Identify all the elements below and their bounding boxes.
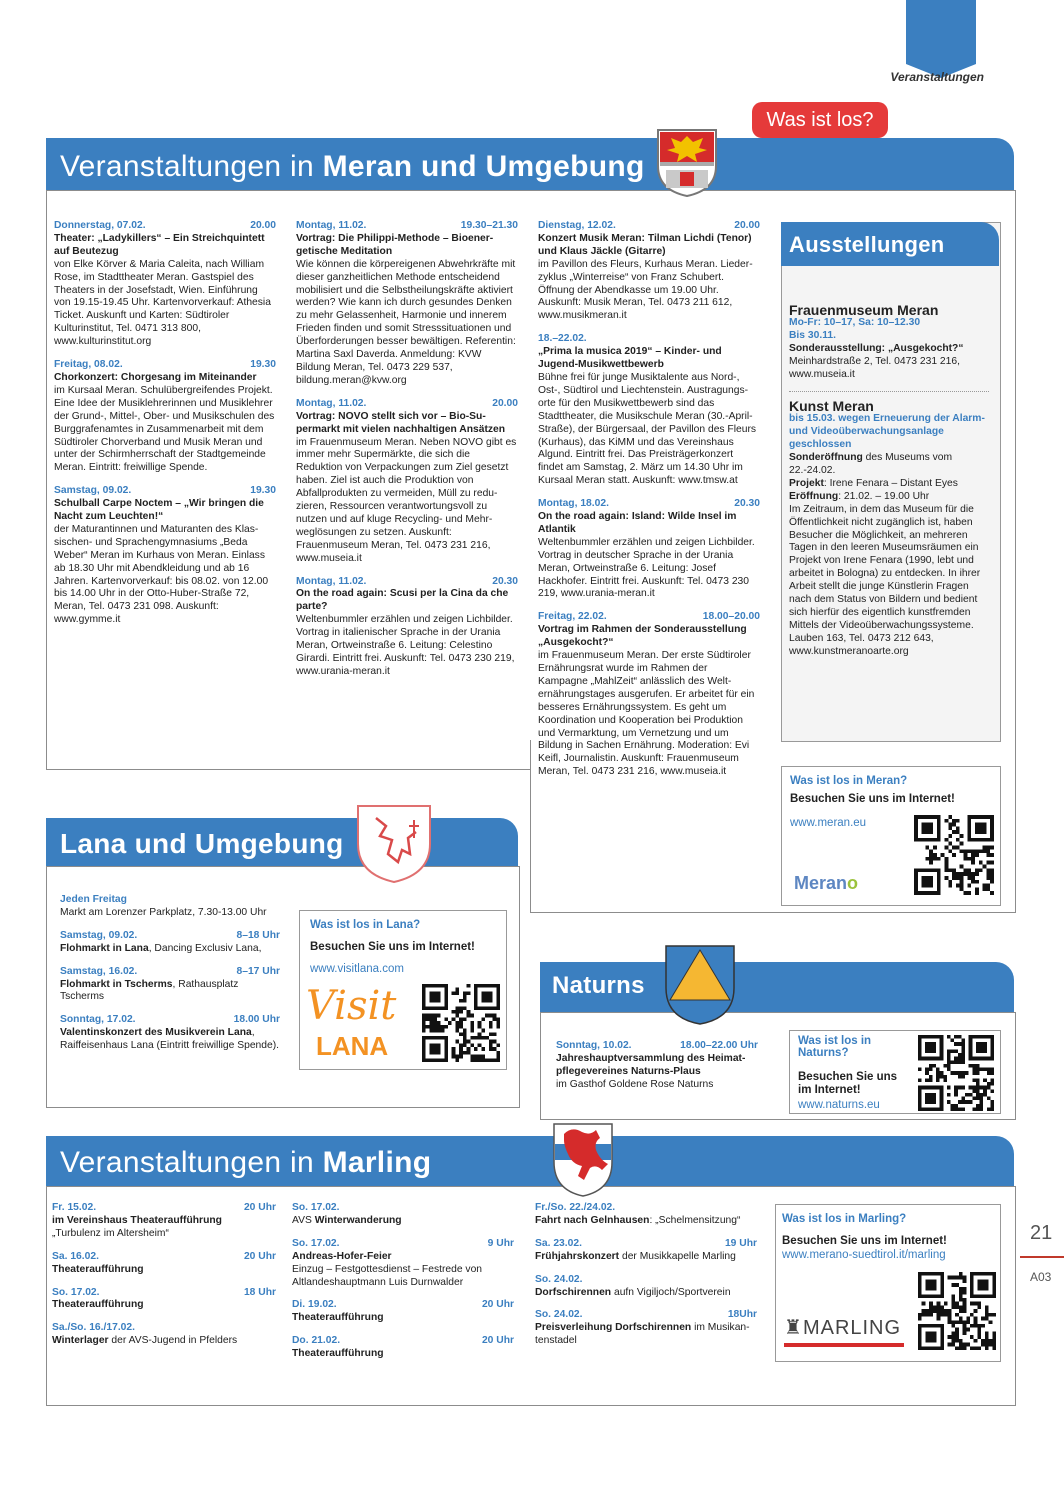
event-time: 20 Uhr bbox=[243, 1250, 276, 1262]
event-item bbox=[292, 1202, 514, 1228]
event-head: Konzert Musik Meran: Tilman Lichdi (Tenor) und Klaus Jäckle (Gitarre) bbox=[538, 232, 752, 257]
event-head: Flohmarkt in Lana bbox=[60, 942, 149, 954]
event-time: 20 Uhr bbox=[243, 1202, 276, 1213]
event-date: Dienstag, 12.02. bbox=[538, 220, 616, 231]
event-item bbox=[535, 1274, 757, 1300]
museum-1-hours: Mo-Fr: 10–17, Sa: 10–12.30 bbox=[789, 316, 921, 328]
event-body: von Elke Körver & Maria Caleita, nach William Rose, im Stadttheater Meran. Gastspiel des Theaters in der Josefstadt, Wien. Einführung von 19.15-19.45 Uhr. Kartenvorverkauf: Athesia Ticket. Auskunft und Karten: Südtiroler Kulturinstitut, Tel. 0471 313 800, www.kulturinstitut.org bbox=[54, 258, 271, 348]
event-date: Sa. 23.02. bbox=[535, 1237, 582, 1249]
event-item bbox=[52, 1251, 276, 1277]
meran-web-question: Was ist los in Meran? bbox=[790, 775, 908, 787]
event-head: On the road again: Scusi per la Cina da che parte? bbox=[296, 588, 509, 613]
event-date: Sonntag, 17.02. bbox=[60, 1014, 136, 1026]
merano-logo: Merano bbox=[794, 873, 859, 893]
event-date: Montag, 18.02. bbox=[538, 498, 609, 510]
event-item bbox=[292, 1238, 514, 1290]
naturns-web-url[interactable]: www.naturns.eu bbox=[798, 1099, 880, 1111]
event-body: Einzug – Festgottesdienst – Festrede von Altlandeshauptmann Luis Durnwalder bbox=[292, 1263, 483, 1288]
visit-lana-logo: Visit bbox=[306, 983, 397, 1029]
event-head: Valentinskonzert des Musikverein Lana bbox=[60, 1027, 252, 1039]
event-head: Winterlager bbox=[52, 1335, 109, 1347]
event-item bbox=[296, 220, 518, 388]
meran-column-2 bbox=[296, 220, 518, 689]
naturns-coat-of-arms bbox=[664, 944, 736, 1026]
event-body: im Frauenmuseum Meran. Neben NOVO gibt es immer mehr Supermärkte, die sich die Reduktion von Verpackungen zum Ziel gesetzt haben. Ziel ist auch die Produktion von Abfallprodukten zu vermeiden, Müll zu reduzieren, Ressourcen verantwortungsvoll zu nutzen und auf kluge Recycling- und Mehrweglösungen zu setzen. Auskunft: Frauenmuseum Meran, Tel. 0473 231 216, www.museia.it bbox=[296, 436, 517, 564]
lana-events bbox=[60, 894, 280, 1063]
event-date: Montag, 11.02. bbox=[296, 575, 367, 587]
event-head: im Vereinshaus Theateraufführung bbox=[52, 1214, 222, 1226]
lana-web-url[interactable]: www.visitlana.com bbox=[310, 963, 404, 975]
section-label: Veranstaltungen bbox=[890, 70, 984, 84]
museum-2-name: Kunst Meran bbox=[789, 398, 874, 415]
event-head: „Prima la musica 2019“ – Kinder- und Jugend-Musikwettbewerb bbox=[538, 346, 722, 371]
event-head: Theateraufführung bbox=[292, 1348, 384, 1360]
ausstellungen-content: Frauenmuseum Meran Mo-Fr: 10–17, Sa: 10–12.30 Bis 30.11. Sonderausstellung: „Ausgekocht?“ Meinhardstraße 2, Tel. 0473 231 216, www.museia.it Kunst Meran bis 15.03. wegen Erneuerung der Alarm- und Videoüberwachungsanlage geschlossen Sonderöffnung des Museums vom 22.-24.02. Projekt: Irene Fenara – Distant Eyes Eröffnung: 21.02. – 19.00 Uhr Im Zeitraum, in dem das Museum für die Öffentlichkeit nicht zugänglich ist, haben Besucher die Möglichkeit, an mehreren Tagen in den leeren Museumsräumen ein Projekt von Irene Fenara (1990, lebt und arbeitet in Bologna) zu entdecken. In ihrer Arbeit stellt die junge Künstlerin Fragen nach dem Status von Bildern und bedient sich hierfür des eigentlich kunstfremden Mittels der Videoüberwachungssysteme. Lauben 163, Tel. 0473 212 643, www.kunstmeranoarte.org bbox=[789, 304, 989, 659]
event-time: 18.00 Uhr bbox=[233, 1014, 280, 1026]
event-body: „Turbulenz im Altersheim“ bbox=[52, 1227, 169, 1239]
event-head: On the road again: Island: Wilde Insel im Atlantik bbox=[538, 511, 737, 535]
event-date: Samstag, 16.02. bbox=[60, 965, 138, 977]
page-code: A03 bbox=[1030, 1270, 1052, 1284]
lana-coat-of-arms bbox=[356, 804, 432, 884]
event-item bbox=[535, 1238, 757, 1264]
lana-web-box bbox=[299, 910, 507, 1070]
divider bbox=[789, 391, 989, 392]
museum-2-note: bis 15.03. wegen Erneuerung der Alarm- und Videoüberwachungsanlage geschlossen bbox=[789, 413, 985, 451]
event-body: Bühne frei für junge Musiktalente aus Nord-, Ost-, Südtirol und Liechtenstein. Austragungsorte für den Musikwettbewerb sind das Stadttheater, die Musikschule Meran (30.-April-Straße), der Bürgersaal, der Pavillon des Fleurs (Kurhaus), das KiMM und das Vereinshaus Algund. Eintritt frei. Das Preisträgerkonzert findet am Samstag, 2. März um 14.30 Uhr im Kursaal Meran statt. Auskunft: www.tmsw.at bbox=[538, 371, 757, 487]
event-body: AVS bbox=[292, 1214, 315, 1226]
museum-1-head: Sonderausstellung: „Ausgekocht?“ bbox=[789, 342, 964, 354]
event-item bbox=[292, 1299, 514, 1325]
event-head: Vortrag im Rahmen der Sonderausstellung „Ausgekocht?“ bbox=[538, 624, 747, 649]
event-time: 19.30 bbox=[250, 359, 276, 371]
event-item bbox=[296, 576, 518, 679]
event-item bbox=[538, 498, 760, 601]
event-item bbox=[54, 220, 276, 349]
event-date: Donnerstag, 07.02. bbox=[54, 220, 146, 231]
marling-column-3 bbox=[535, 1202, 757, 1358]
event-item bbox=[60, 894, 280, 920]
naturns-title: Naturns bbox=[552, 972, 645, 999]
event-time: 9 Uhr bbox=[487, 1237, 514, 1249]
event-item bbox=[54, 359, 276, 475]
event-time: 18Uhr bbox=[727, 1309, 757, 1321]
event-item bbox=[52, 1202, 276, 1241]
church-icon: ♜ bbox=[784, 1317, 803, 1339]
event-date: So. 17.02. bbox=[52, 1286, 100, 1298]
event-head: Preisverleihung Dorfschirennen bbox=[535, 1322, 692, 1334]
was-ist-los-bubble: Was ist los? bbox=[752, 102, 888, 138]
event-item bbox=[535, 1309, 757, 1348]
event-head: Vortrag: NOVO stellt sich vor – Bio-Supermarkt mit vielen nachhaltigen Ansätzen bbox=[296, 410, 506, 435]
event-time: 20.00 bbox=[492, 397, 518, 409]
event-body: Wie können die körpereigenen Abwehrkräfte mit dieser ganzheitlichen Methode entscheidend mobilisiert und die Selbstheilungskräfte aktiviert werden? Wie kann ich durch gesundes Denken zu mehr Gelassenheit, Harmonie und innerem Frieden finden und somit Stresssituationen und Überforderungen besser bewältigen. Referentin: Martina Saxl Daverda. Anmeldung: KVW Bildung Meran, Tel. 0473 229 537, bildung.meran@kvw.org bbox=[296, 258, 516, 386]
marling-title: Veranstaltungen in Marling bbox=[60, 1146, 432, 1179]
marling-logo: ♜MARLING bbox=[784, 1317, 902, 1339]
event-item bbox=[535, 1202, 757, 1228]
event-date: Fr./So. 22./24.02. bbox=[535, 1202, 616, 1213]
event-date: Freitag, 08.02. bbox=[54, 359, 123, 371]
event-body: der Musikkapelle Marling bbox=[619, 1250, 736, 1262]
event-item bbox=[52, 1322, 276, 1348]
naturns-web-visit: Besuchen Sie uns im Internet! bbox=[798, 1071, 898, 1096]
meran-qr-code[interactable] bbox=[914, 815, 994, 895]
naturns-head: Jahreshauptversammlung des Heimatpflegevereines Naturns-Plaus bbox=[556, 1052, 746, 1077]
event-head: Fahrt nach Gelnhausen bbox=[535, 1214, 650, 1226]
event-date: So. 24.02. bbox=[535, 1273, 583, 1285]
event-time: 8–18 Uhr bbox=[236, 929, 280, 941]
event-date: So. 17.02. bbox=[292, 1202, 340, 1213]
event-item bbox=[52, 1287, 276, 1313]
lana-banner bbox=[46, 818, 518, 866]
naturns-web-question: Was ist los in Naturns? bbox=[798, 1035, 872, 1059]
section-tab bbox=[906, 0, 976, 64]
event-item bbox=[54, 485, 276, 627]
event-time: 8–17 Uhr bbox=[236, 965, 280, 977]
event-item bbox=[60, 930, 280, 956]
event-date: So. 24.02. bbox=[535, 1309, 583, 1321]
naturns-event bbox=[556, 1040, 758, 1092]
event-body: , Raiffeisenhaus Lana (Eintritt freiwillige Spende). bbox=[60, 1027, 280, 1052]
event-time: 20 Uhr bbox=[481, 1335, 514, 1347]
event-body: Weltenbummler erzählen und zeigen Lichbilder. Vortrag in italienischer Sprache in der Urania Meran, Ortweinstraße 6. Leitung: Celestino Girardi. Eintritt frei. Auskunft: Tel. 0473 230 219, www.urania-meran.it bbox=[296, 614, 515, 677]
marling-web-visit: Besuchen Sie uns im Internet! bbox=[782, 1235, 947, 1247]
event-date: 18.–22.02. bbox=[538, 333, 587, 345]
meran-banner bbox=[46, 138, 1014, 190]
event-date: Freitag, 22.02. bbox=[538, 611, 607, 623]
event-body: Markt am Lorenzer Parkplatz, 7.30-13.00 Uhr bbox=[60, 906, 267, 918]
event-time: 19.30–21.30 bbox=[460, 220, 518, 231]
event-item bbox=[292, 1335, 514, 1361]
event-body: im Kursaal Meran. Schulübergreifendes Projekt. Eine Idee der Musiklehrerinnen und Musiklehrer der Grund-, Mittel-, Ober- und Musikschulen des Burggrafenamtes in Zusammenarbeit mit dem Südtiroler Chorverband und Musik Meran und unter der Schirmherrschaft der Stadtgemeinde Meran. Eintritt: freiwillige Spende. bbox=[54, 384, 275, 474]
event-date: Samstag, 09.02. bbox=[54, 485, 132, 497]
marling-web-box bbox=[775, 1204, 1001, 1362]
marling-column-2 bbox=[292, 1202, 514, 1371]
event-body: der AVS-Jugend in Pfelders bbox=[108, 1335, 238, 1347]
event-head: Andreas-Hofer-Feier bbox=[292, 1250, 392, 1262]
meran-coat-of-arms bbox=[656, 128, 718, 198]
event-body: aufn Vigiljoch/Sportverein bbox=[611, 1286, 731, 1298]
event-date: Do. 21.02. bbox=[292, 1335, 341, 1347]
event-item bbox=[538, 220, 760, 323]
event-time: 19.30 bbox=[250, 485, 276, 497]
naturns-web-box bbox=[789, 1030, 1001, 1114]
museum-1-name: Frauenmuseum Meran bbox=[789, 302, 939, 318]
event-date: Sa./So. 16./17.02. bbox=[52, 1322, 135, 1334]
ausstellungen-banner bbox=[781, 222, 999, 266]
event-date: Fr. 15.02. bbox=[52, 1202, 97, 1213]
event-time: 20 Uhr bbox=[481, 1299, 514, 1311]
naturns-body: im Gasthof Goldene Rose Naturns bbox=[556, 1078, 714, 1090]
event-head: Frühjahrskonzert bbox=[535, 1250, 620, 1262]
event-date: Di. 19.02. bbox=[292, 1299, 337, 1311]
meran-column-1 bbox=[54, 220, 276, 637]
event-head: Chorkonzert: Chorgesang im Miteinander bbox=[54, 371, 257, 383]
event-head: Theateraufführung bbox=[292, 1312, 384, 1324]
event-date: Jeden Freitag bbox=[60, 894, 127, 905]
page-number: 21 bbox=[1030, 1222, 1053, 1244]
event-time: 19 Uhr bbox=[724, 1237, 757, 1249]
event-body: Weltenbummler erzählen und zeigen Lichbilder. Vortrag in deutscher Sprache in der Urania Meran, Ortweinstraße 6. Leitung: Josef Hackhofer. Eintritt frei. Auskunft: Tel. 0473 230 219, www.urania-meran.it bbox=[538, 536, 755, 600]
event-item bbox=[60, 1014, 280, 1053]
event-item bbox=[60, 966, 280, 1005]
lana-web-question: Was ist los in Lana? bbox=[310, 919, 421, 931]
naturns-date: Sonntag, 10.02. bbox=[556, 1040, 632, 1051]
naturns-qr-code[interactable] bbox=[916, 1035, 996, 1111]
event-body: im Frauenmuseum Meran. Der erste Südtiroler Ernährungsrat wurde im Rahmen der Kampagne „MahlZeit“ anlässlich des Welternährungstages ausgerufen. Er arbeitet für ein besseres Ernährungssystem. Es geht um Koordination und Kooperation bei Produktion und Vermarktung, um Vernetzung und um Bildung in Sachen Ernährung. Moderation: Evi Keifl, Journalistin. Auskunft: Frauenmuseum Meran, Tel. 0473 231 216, www.museia.it bbox=[538, 650, 755, 778]
event-date: Sa. 16.02. bbox=[52, 1250, 99, 1262]
marling-logo-bar bbox=[784, 1343, 904, 1347]
event-head: Vortrag: Die Philippi-Methode – Bioenergetische Meditation bbox=[296, 232, 494, 257]
event-item bbox=[296, 398, 518, 566]
event-head: Theateraufführung bbox=[52, 1263, 144, 1275]
event-date: Samstag, 09.02. bbox=[60, 929, 138, 941]
meran-web-visit: Besuchen Sie uns im Internet! bbox=[790, 793, 955, 805]
meran-web-box bbox=[781, 766, 1001, 906]
event-head: Theater: „Ladykillers“ – Ein Streichquintett auf Beutezug bbox=[54, 232, 265, 257]
event-item bbox=[538, 611, 760, 779]
lana-title: Lana und Umgebung bbox=[60, 828, 344, 859]
lana-qr-code[interactable] bbox=[422, 983, 500, 1063]
event-body: der Maturantinnen und Maturanten des Klassischen- und Sprachengymnasiums „Beda Weber“ Meran im Kurhaus von Meran. Einlass ab 18.30 Uhr mit Abendkleidung und ab 16 Jahren. Kartenvorverkauf: bis 08.02. von 12.00 bis 14.00 Uhr in der Otto-Huber-Straße 72, Meran, Tel. 0473 231 098. Auskunft: www.gymme.it bbox=[54, 523, 269, 626]
event-time: 20.00 bbox=[250, 220, 276, 231]
meran-column-3 bbox=[538, 220, 760, 789]
meran-web-url[interactable]: www.meran.eu bbox=[790, 817, 867, 829]
page-number-rule bbox=[1020, 1256, 1064, 1258]
marling-web-url[interactable]: www.merano-suedtirol.it/marling bbox=[782, 1249, 946, 1261]
event-head: Schulball Carpe Noctem – „Wir bringen die Nacht zum Leuchten!“ bbox=[54, 498, 264, 523]
event-item bbox=[538, 333, 760, 488]
ausstellungen-title: Ausstellungen bbox=[789, 232, 945, 257]
event-body: im Musikantenstadel bbox=[535, 1322, 750, 1347]
marling-column-1 bbox=[52, 1202, 276, 1358]
marling-qr-code[interactable] bbox=[918, 1269, 996, 1353]
event-head: Theateraufführung bbox=[52, 1299, 144, 1311]
event-body: im Pavillon des Fleurs, Kurhaus Meran. Liederzyklus „Winterreise“ von Franz Schubert. Öffnung der Abendkasse um 19.00 Uhr. Auskunft: Musik Meran, Tel. 0473 211 612, www.musikmeran.it bbox=[538, 258, 753, 322]
event-date: So. 17.02. bbox=[292, 1237, 340, 1249]
event-head: Winterwanderung bbox=[314, 1214, 402, 1226]
marling-web-question: Was ist los in Marling? bbox=[782, 1213, 907, 1225]
marling-coat-of-arms bbox=[552, 1122, 614, 1198]
event-body: , Rathausplatz Tscherms bbox=[60, 978, 239, 1003]
event-body: : „Schelmensitzung“ bbox=[649, 1214, 741, 1226]
event-body: , Dancing Exclusiv Lana, bbox=[148, 942, 262, 954]
event-date: Montag, 11.02. bbox=[296, 397, 367, 409]
event-time: 18 Uhr bbox=[243, 1286, 276, 1298]
event-time: 20.30 bbox=[734, 498, 760, 510]
naturns-time: 18.00–22.00 Uhr bbox=[680, 1040, 758, 1051]
event-time: 20.30 bbox=[492, 575, 518, 587]
museum-1-body: Meinhardstraße 2, Tel. 0473 231 216, www.museia.it bbox=[789, 355, 960, 380]
museum-1-until: Bis 30.11. bbox=[789, 329, 836, 341]
naturns-banner bbox=[540, 962, 1014, 1012]
visit-lana-logo-lana: LANA bbox=[316, 1031, 389, 1061]
event-head: Dorfschirennen bbox=[535, 1286, 612, 1298]
museum-2-body: Im Zeitraum, in dem das Museum für die Öffentlichkeit nicht zugänglich ist, haben Besucher die Möglichkeit, an mehreren Tagen in den leeren Museumsräumen ein Projekt von Irene Fenara (1990, lebt und arbeitet in Bologna) zu entdecken. In ihrer Arbeit stellt die junge Künstlerin Fragen nach dem Status von Bildern und bedient sich hierfür des eigentlich kunstfremden Mittels der Videoüberwachungssysteme. Lauben 163, Tel. 0473 212 643, www.kunstmeranoarte.org bbox=[789, 503, 981, 657]
marling-banner bbox=[46, 1136, 1014, 1186]
event-date: Montag, 11.02. bbox=[296, 220, 367, 231]
event-head: Flohmarkt in Tscherms bbox=[60, 978, 173, 990]
meran-title: Veranstaltungen in Meran und Umgebung bbox=[60, 150, 645, 183]
event-time: 18.00–20.00 bbox=[702, 611, 760, 623]
event-time: 20.00 bbox=[734, 220, 760, 231]
lana-web-visit: Besuchen Sie uns im Internet! bbox=[310, 941, 475, 953]
